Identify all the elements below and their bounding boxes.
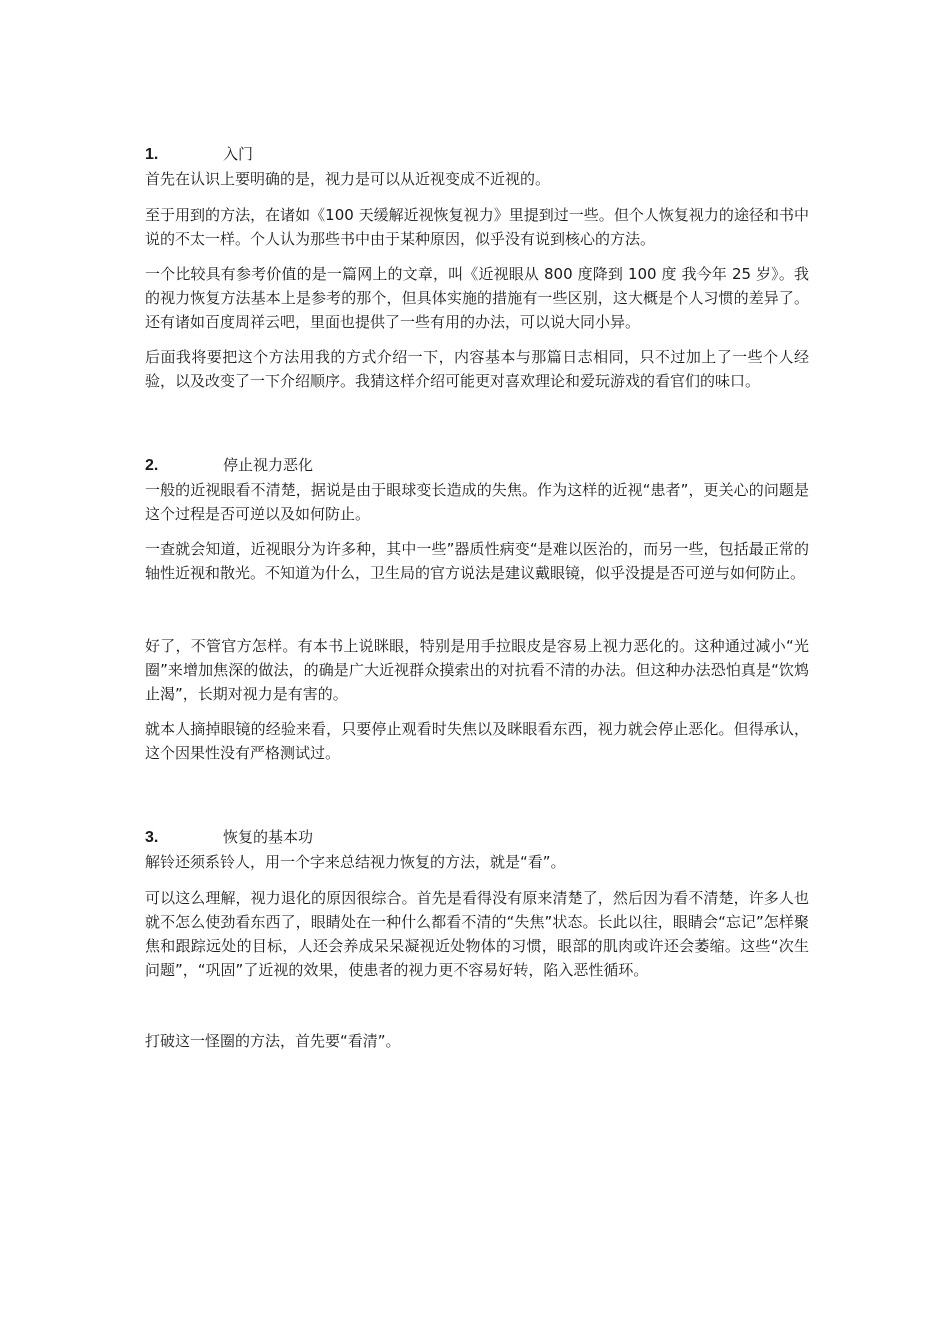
section-heading bbox=[145, 824, 809, 850]
section-number: 3. bbox=[145, 829, 159, 846]
paragraph: 可以这么理解，视力退化的原因很综合。首先是看得没有原来清楚了，然后因为看不清楚，许多人也就不怎么使劲看东西了，眼睛处在一种什么都看不清的“失焦”状态。长此以往，眼睛会“忘记”怎样聚焦和跟踪远处的目标，人还会养成呆呆凝视近处物体的习惯，眼部的肌肉或许还会萎缩。这些“次生问题”，“巩固”了近视的效果，使患者的视力更不容易好转，陷入恶性循环。 bbox=[145, 889, 809, 979]
section-heading bbox=[145, 452, 809, 478]
paragraph: 后面我将要把这个方法用我的方式介绍一下，内容基本与那篇日志相同，只不过加上了一些个人经验，以及改变了一下介绍顺序。我猜这样介绍可能更对喜欢理论和爱玩游戏的看官们的味口。 bbox=[145, 348, 809, 390]
paragraph: 就本人摘掉眼镜的经验来看，只要停止观看时失焦以及眯眼看东西，视力就会停止恶化。但得承认，这个因果性没有严格测试过。 bbox=[145, 720, 809, 762]
spacer bbox=[145, 993, 809, 1029]
section-number: 2. bbox=[145, 457, 159, 474]
paragraph: 打破这一怪圈的方法，首先要“看清”。 bbox=[145, 1032, 401, 1050]
document-body bbox=[145, 141, 809, 1064]
section-title: 停止视力恶化 bbox=[223, 456, 314, 474]
spacer bbox=[145, 776, 809, 824]
spacer bbox=[145, 596, 809, 634]
section-heading bbox=[145, 141, 809, 167]
paragraph: 解铃还须系铃人，用一个字来总结视力恢复的方法，就是“看”。 bbox=[145, 853, 566, 871]
paragraph: 至于用到的方法，在诸如《100 天缓解近视恢复视力》里提到过一些。但个人恢复视力的途径和书中说的不太一样。个人认为那些书中由于某种原因，似乎没有说到核心的方法。 bbox=[145, 206, 809, 248]
section-title: 入门 bbox=[223, 145, 254, 163]
paragraph: 一个比较具有参考价值的是一篇网上的文章，叫《近视眼从 800 度降到 100 度 我今年 25 岁》。我的视力恢复方法基本上是参考的那个，但具体实施的措施有一些区别，这大概是个人习惯的差异了。还有诸如百度周祥云吧，里面也提供了一些有用的办法，可以说大同小异。 bbox=[145, 265, 809, 331]
paragraph: 首先在认识上要明确的是，视力是可以从近视变成不近视的。 bbox=[145, 170, 551, 188]
paragraph: 好了，不管官方怎样。有本书上说眯眼，特别是用手拉眼皮是容易上视力恶化的。这种通过减小“光圈”来增加焦深的做法，的确是广大近视群众摸索出的对抗看不清的办法。但这种办法恐怕真是“饮鸩止渴”，长期对视力是有害的。 bbox=[145, 637, 809, 703]
paragraph: 一般的近视眼看不清楚，据说是由于眼球变长造成的失焦。作为这样的近视“患者”，更关心的问题是这个过程是否可逆以及如何防止。 bbox=[145, 481, 809, 523]
section-number: 1. bbox=[145, 146, 159, 163]
section-title: 恢复的基本功 bbox=[223, 828, 314, 846]
spacer bbox=[145, 404, 809, 452]
paragraph: 一查就会知道，近视眼分为许多种，其中一些”器质性病变“是难以医治的，而另一些，包括最正常的轴性近视和散光。不知道为什么，卫生局的官方说法是建议戴眼镜，似乎没提是否可逆与如何防止。 bbox=[145, 540, 809, 582]
